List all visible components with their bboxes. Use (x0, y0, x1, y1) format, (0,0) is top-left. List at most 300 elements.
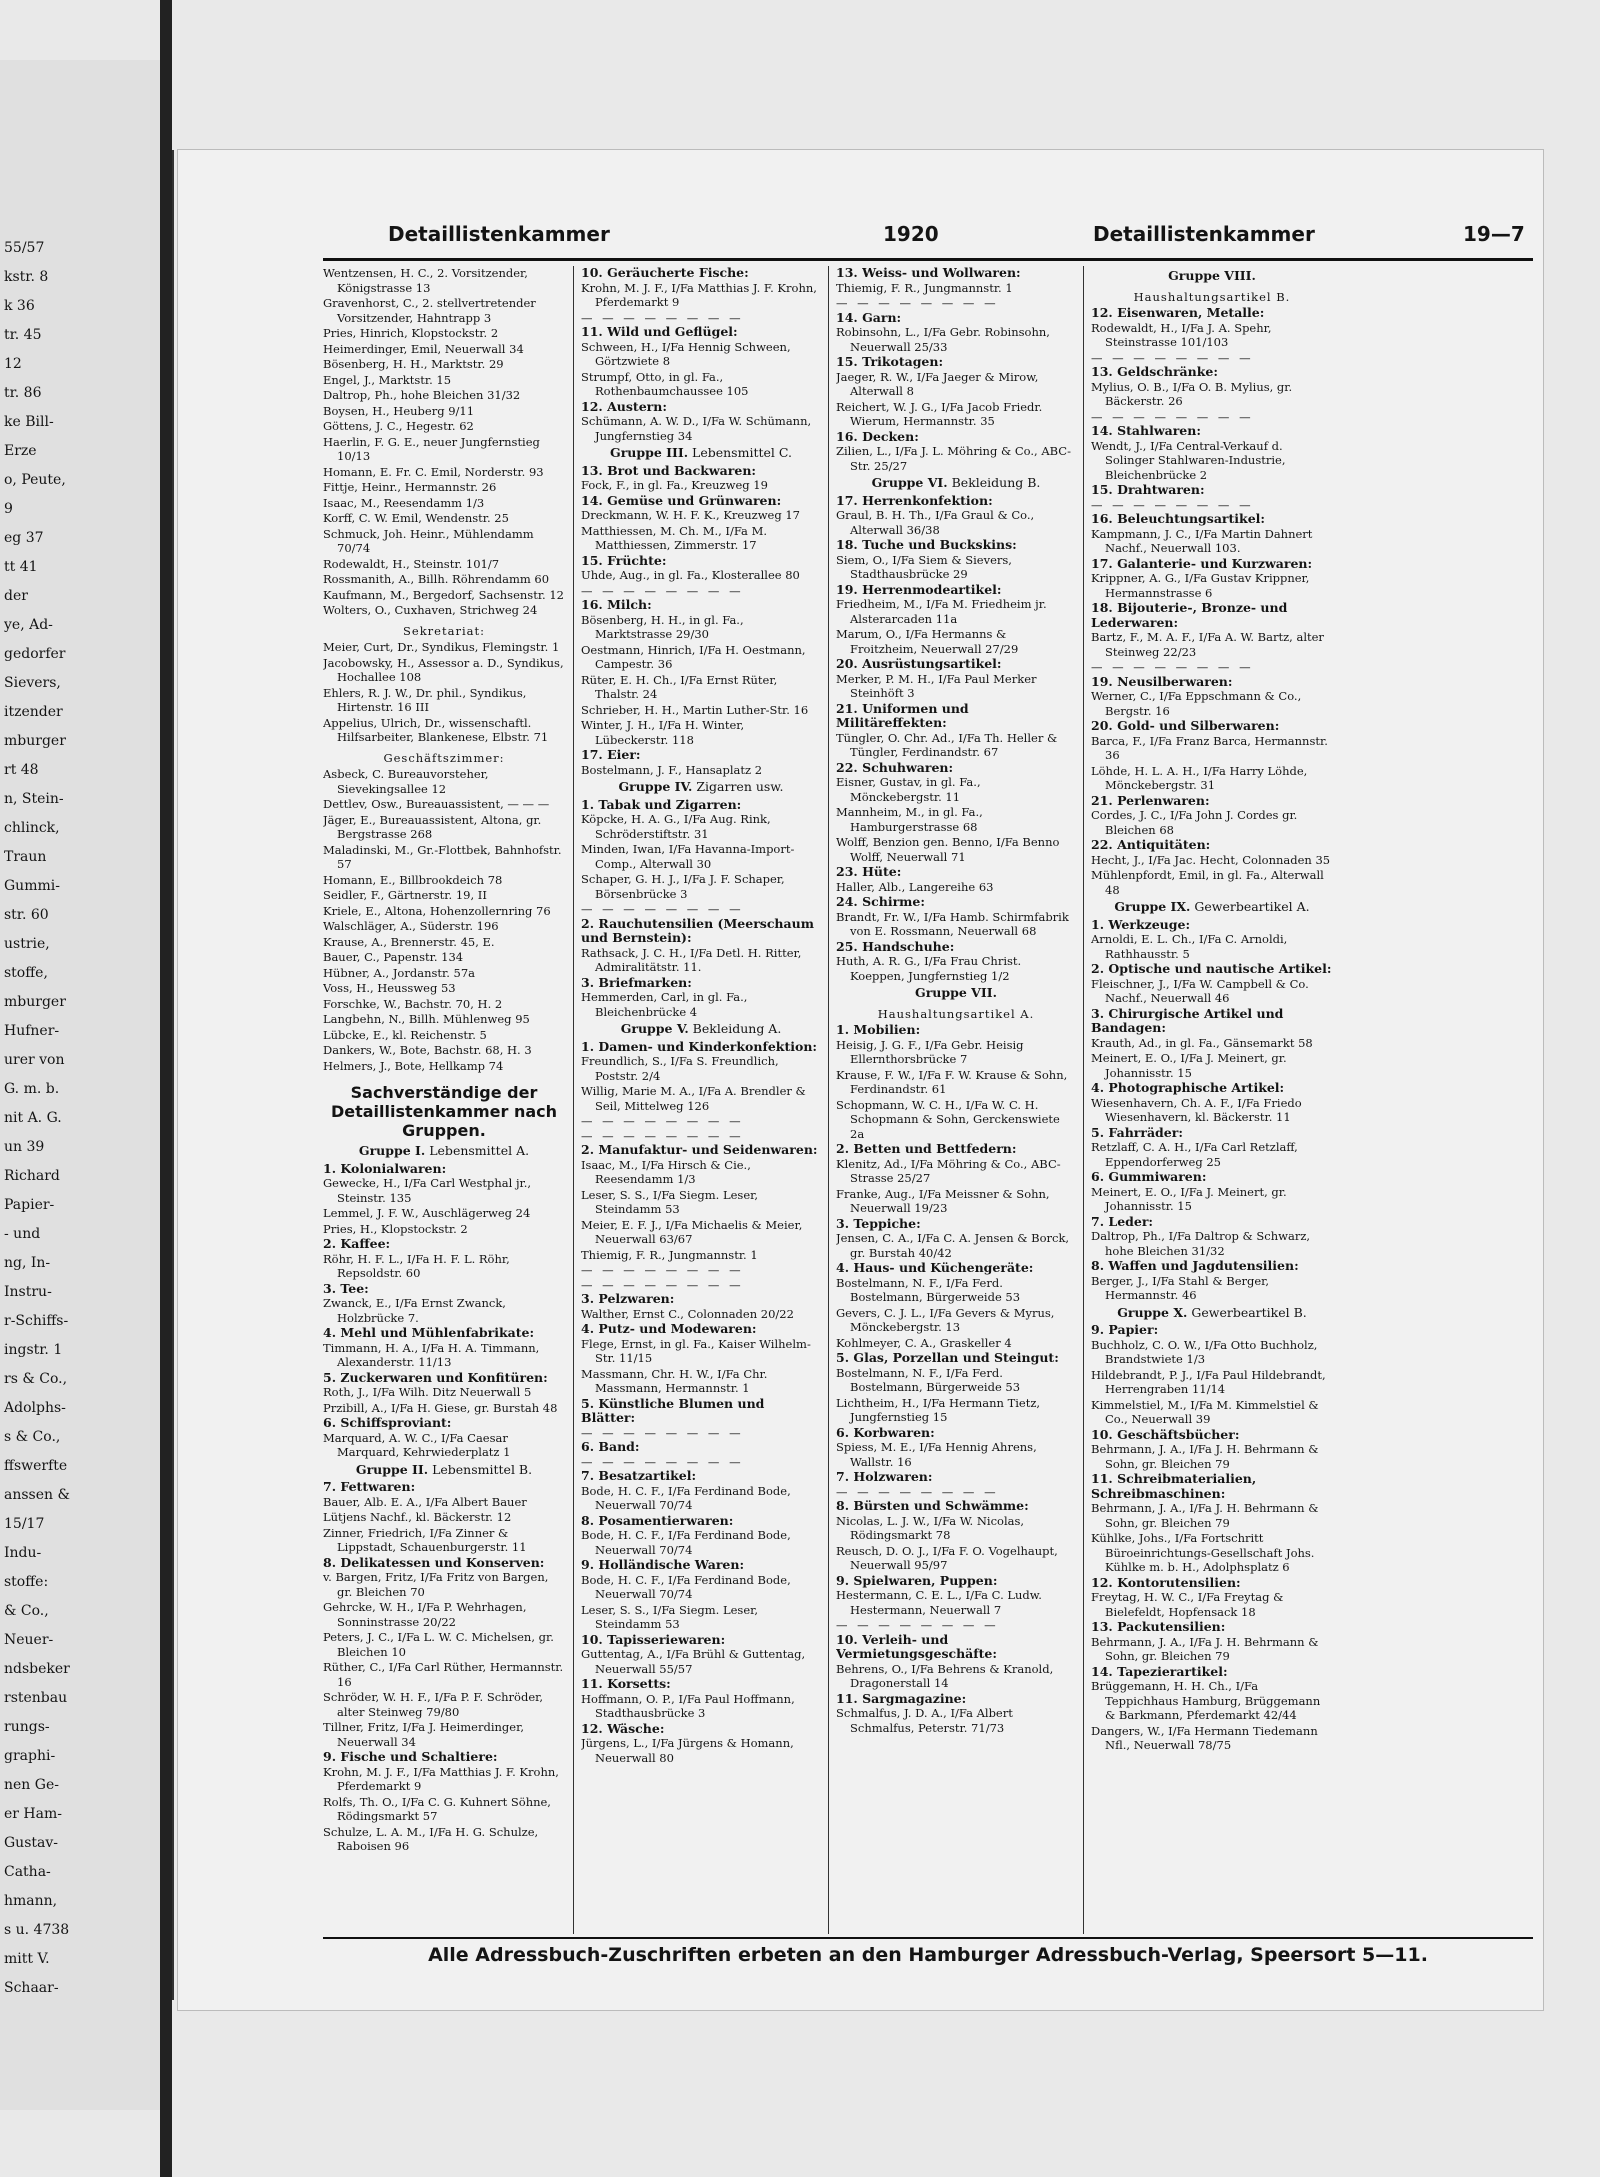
directory-entry: Oestmann, Hinrich, I/Fa H. Oestmann, Campestr. 36 (581, 642, 806, 671)
directory-entry: Heisig, J. G. F., I/Fa Gebr. Heisig Ellernthorsbrücke 7 (836, 1037, 1024, 1066)
category-heading: 10. Geräucherte Fische: (581, 266, 749, 280)
left-page-fragment: der (4, 588, 28, 604)
directory-entry: Jäger, E., Bureauassistent, Altona, gr. Bergstrasse 268 (323, 812, 542, 841)
directory-entry: Rodewaldt, H., Steinstr. 101/7 (323, 556, 500, 571)
placeholder-dash: — — — — — — — — (1091, 497, 1254, 512)
left-page-fragment: ffswerfte (4, 1458, 68, 1474)
directory-entry: Langbehn, N., Billh. Mühlenweg 95 (323, 1012, 530, 1026)
left-page-fragment: itzender (4, 704, 63, 720)
directory-entry: Göttens, J. C., Hegestr. 62 (323, 419, 474, 433)
category-heading: 9. Spielwaren, Puppen: (836, 1572, 998, 1588)
directory-entry: Zinner, Friedrich, I/Fa Zinner & Lippstadt, Schauenburgerstr. 11 (323, 1525, 527, 1554)
directory-entry: Leser, S. S., I/Fa Siegm. Leser, Steindamm 53 (581, 1602, 759, 1631)
placeholder-dash: — — — — — — — — (581, 1454, 744, 1469)
directory-entry: Lütjens Nachf., kl. Bäckerstr. 12 (323, 1510, 512, 1524)
category-heading: 13. Packutensilien: (1091, 1619, 1226, 1634)
directory-entry: Engel, J., Marktstr. 15 (323, 372, 452, 387)
category-heading: 5. Fahrräder: (1091, 1124, 1183, 1140)
category-heading: 6. Schiffsproviant: (323, 1415, 452, 1430)
directory-entry: Boysen, H., Heuberg 9/11 (323, 403, 475, 418)
directory-entry: Klenitz, Ad., I/Fa Möhring & Co., ABC-Strasse 25/27 (836, 1156, 1061, 1185)
left-page-fragment: urer von (4, 1052, 65, 1068)
directory-entry: Hildebrandt, P. J., I/Fa Paul Hildebrandt, Herrengraben 11/14 (1091, 1367, 1326, 1396)
directory-entry: Schröder, W. H. F., I/Fa P. F. Schröder, alter Steinweg 79/80 (323, 1690, 544, 1719)
category-heading: 16. Beleuchtungsartikel: (1091, 511, 1266, 526)
category-heading: 8. Posamentierwaren: (581, 1512, 734, 1528)
placeholder-dash: — — — — — — — — (1091, 350, 1254, 365)
left-page-fragment: Erze (4, 443, 37, 459)
left-page-fragment: rt 48 (4, 762, 39, 778)
group-subtitle: Bekleidung A. (688, 1021, 782, 1036)
directory-entry: Friedheim, M., I/Fa M. Friedheim jr. Alsterarcaden 11a (836, 597, 1047, 626)
directory-entry: Krause, A., Brennerstr. 45, E. (323, 934, 495, 949)
left-page-fragment: graphi- (4, 1748, 56, 1764)
left-page-fragment: Instru- (4, 1284, 52, 1300)
directory-entry: Homann, E. Fr. C. Emil, Norderstr. 93 (323, 464, 544, 479)
directory-entry: Brandt, Fr. W., I/Fa Hamb. Schirmfabrik von E. Rossmann, Neuerwall 68 (836, 909, 1069, 938)
group-number: Gruppe III. (610, 445, 689, 460)
category-heading: 8. Bürsten und Schwämme: (836, 1498, 1029, 1513)
directory-entry: Zwanck, E., I/Fa Ernst Zwanck, Holzbrücke 7. (323, 1296, 506, 1325)
directory-entry: Winter, J. H., I/Fa H. Winter, Lübeckerstr. 118 (581, 718, 745, 747)
directory-entry: Bauer, Alb. E. A., I/Fa Albert Bauer (323, 1494, 527, 1509)
directory-entry: Thiemig, F. R., Jungmannstr. 1 (581, 1247, 758, 1262)
directory-entry: Minden, Iwan, I/Fa Havanna-Import-Comp., Alterwall 30 (581, 842, 795, 871)
directory-entry: Matthiessen, M. Ch. M., I/Fa M. Matthiessen, Zimmerstr. 17 (581, 523, 767, 552)
directory-entry: Franke, Aug., I/Fa Meissner & Sohn, Neuerwall 19/23 (836, 1186, 1050, 1215)
directory-entry: v. Bargen, Fritz, I/Fa Fritz von Bargen, gr. Bleichen 70 (323, 1570, 549, 1599)
running-header (323, 222, 1533, 252)
category-heading: 12. Eisenwaren, Metalle: (1091, 305, 1265, 320)
directory-entry: Berger, J., I/Fa Stahl & Berger, Hermannstr. 46 (1091, 1273, 1270, 1302)
placeholder-dash: — — — — — — — — (1091, 660, 1254, 674)
group-number: Gruppe VII. (915, 985, 997, 1000)
directory-entry: Bartz, F., M. A. F., I/Fa A. W. Bartz, alter Steinweg 22/23 (1091, 630, 1324, 659)
directory-entry: Meier, Curt, Dr., Syndikus, Flemingstr. 1 (323, 640, 560, 654)
category-heading: 3. Tee: (323, 1280, 369, 1296)
directory-entry: Kohlmeyer, C. A., Graskeller 4 (836, 1335, 1012, 1350)
header-title-right: Detaillistenkammer (1093, 222, 1315, 246)
directory-entry: Rodewaldt, H., I/Fa J. A. Spehr, Steinstrasse 101/103 (1091, 320, 1272, 349)
directory-entry: Jacobowsky, H., Assessor a. D., Syndikus, Hochallee 108 (323, 655, 564, 684)
directory-entry: Buchholz, C. O. W., I/Fa Otto Buchholz, Brandstwiete 1/3 (1091, 1337, 1318, 1366)
directory-entry: Uhde, Aug., in gl. Fa., Klosterallee 80 (581, 568, 800, 582)
left-page-fragment: Richard (4, 1168, 60, 1184)
left-page-fragment: rs & Co., (4, 1371, 68, 1387)
left-page-fragment: Papier- (4, 1197, 55, 1213)
category-heading: 1. Tabak und Zigarren: (581, 796, 742, 812)
page-gutter (160, 0, 172, 2177)
category-heading: 10. Verleih- und Vermietungsgeschäfte: (836, 1631, 997, 1661)
category-heading: 11. Korsetts: (581, 1676, 671, 1691)
directory-entry: Kaufmann, M., Bergedorf, Sachsenstr. 12 (323, 587, 564, 602)
directory-entry: Hecht, J., I/Fa Jac. Hecht, Colonnaden 35 (1091, 852, 1331, 867)
category-heading: 13. Geldschränke: (1091, 364, 1218, 379)
directory-entry: Bode, H. C. F., I/Fa Ferdinand Bode, Neuerwall 70/74 (581, 1483, 791, 1512)
directory-entry: Kampmann, J. C., I/Fa Martin Dahnert Nachf., Neuerwall 103. (1091, 526, 1313, 555)
directory-entry: Kühlke, Johs., I/Fa Fortschritt Büroeinrichtungs-Gesellschaft Johs. Kühlke m. b. H., Adolphsplatz 6 (1091, 1531, 1315, 1574)
category-heading: 11. Sargmagazine: (836, 1690, 967, 1706)
directory-entry: Rüther, C., I/Fa Carl Rüther, Hermannstr. 16 (323, 1660, 564, 1689)
category-heading: 3. Chirurgische Artikel und Bandagen: (1091, 1005, 1284, 1035)
group-number: Gruppe V. (620, 1021, 689, 1036)
left-page-fragment: gedorfer (4, 646, 66, 662)
category-heading: 3. Pelzwaren: (581, 1291, 675, 1306)
directory-entry: Freytag, H. W. C., I/Fa Freytag & Bielefeldt, Hopfensack 18 (1091, 1590, 1284, 1619)
category-heading: 14. Tapezierartikel: (1091, 1663, 1228, 1679)
column-1 (323, 266, 565, 1934)
left-page-fragment: ndsbeker (4, 1661, 70, 1677)
directory-entry: Meinert, E. O., I/Fa J. Meinert, gr. Johannisstr. 15 (1091, 1051, 1287, 1080)
category-heading: 7. Holzwaren: (836, 1469, 933, 1484)
directory-entry: Marum, O., I/Fa Hermanns & Froitzheim, Neuerwall 27/29 (836, 627, 1019, 656)
left-page-fragment: tr. 45 (4, 327, 42, 343)
left-page-fragment: str. 60 (4, 907, 49, 923)
left-page-fragment: 9 (4, 501, 13, 517)
placeholder-dash: — — — — — — — — (836, 1484, 999, 1499)
directory-entry: Daltrop, Ph., hohe Bleichen 31/32 (323, 388, 521, 402)
category-heading: 2. Betten und Bettfedern: (836, 1141, 1017, 1156)
left-page-fragment: r-Schiffs- (4, 1313, 69, 1329)
category-heading: 7. Fettwaren: (323, 1479, 416, 1494)
directory-entry: Daltrop, Ph., I/Fa Daltrop & Schwarz, hohe Bleichen 31/32 (1091, 1229, 1311, 1258)
directory-entry: Robinsohn, L., I/Fa Gebr. Robinsohn, Neuerwall 25/33 (836, 325, 1050, 354)
directory-entry: Arnoldi, E. L. Ch., I/Fa C. Arnoldi, Rathhausstr. 5 (1091, 932, 1288, 961)
directory-entry: Gewecke, H., I/Fa Carl Westphal jr., Steinstr. 135 (323, 1176, 532, 1205)
directory-entry: Wiesenhavern, Ch. A. F., I/Fa Friedo Wiesenhavern, kl. Bäckerstr. 11 (1091, 1095, 1302, 1124)
directory-entry: Dangers, W., I/Fa Hermann Tiedemann Nfl., Neuerwall 78/75 (1091, 1723, 1318, 1752)
left-page-fragment: Neuer- (4, 1632, 54, 1648)
directory-entry: Ehlers, R. J. W., Dr. phil., Syndikus, Hirtenstr. 16 III (323, 685, 527, 714)
directory-entry: Isaac, M., I/Fa Hirsch & Cie., Reesendamm 1/3 (581, 1157, 751, 1186)
directory-entry: Behrmann, J. A., I/Fa J. H. Behrmann & Sohn, gr. Bleichen 79 (1091, 1634, 1319, 1663)
directory-entry: Timmann, H. A., I/Fa H. A. Timmann, Alexanderstr. 11/13 (323, 1340, 540, 1369)
group-number: Gruppe IV. (618, 779, 693, 794)
directory-entry: Wolters, O., Cuxhaven, Strichweg 24 (323, 603, 538, 617)
left-page-fragment: anssen & (4, 1487, 70, 1503)
directory-entry: Tillner, Fritz, I/Fa J. Heimerdinger, Neuerwall 34 (323, 1720, 524, 1749)
group-heading (1091, 1306, 1333, 1321)
category-heading: 12. Wäsche: (581, 1720, 665, 1736)
section-title: Sachverständige der Detaillistenkammer nach Gruppen. (330, 1083, 558, 1140)
group-heading (1091, 269, 1333, 284)
header-rule (323, 258, 1533, 261)
category-heading: 25. Handschuhe: (836, 938, 955, 954)
category-heading: 9. Fische und Schaltiere: (323, 1749, 498, 1764)
category-heading: 1. Mobilien: (836, 1022, 921, 1037)
left-page-fragment: tt 41 (4, 559, 38, 575)
directory-entry: Lübcke, E., kl. Reichenstr. 5 (323, 1027, 487, 1042)
directory-entry: Löhde, H. L. A. H., I/Fa Harry Löhde, Mönckebergstr. 31 (1091, 763, 1308, 792)
directory-entry: Willig, Marie M. A., I/Fa A. Brendler & Seil, Mittelweg 126 (581, 1084, 806, 1113)
column-3 (836, 266, 1076, 1934)
directory-entry: Strumpf, Otto, in gl. Fa., Rothenbaumchaussee 105 (581, 369, 749, 398)
left-page-fragment: Gummi- (4, 878, 60, 894)
left-page-fragment: 55/57 (4, 240, 45, 256)
directory-entry: Appelius, Ulrich, Dr., wissenschaftl. Hilfsarbeiter, Blankenese, Elbstr. 71 (323, 715, 549, 744)
directory-entry: Flege, Ernst, in gl. Fa., Kaiser Wilhelm-Str. 11/15 (581, 1336, 811, 1365)
directory-entry: Freundlich, S., I/Fa S. Freundlich, Poststr. 2/4 (581, 1054, 779, 1083)
category-heading: 13. Brot und Backwaren: (581, 462, 757, 478)
left-page-fragment: s & Co., (4, 1429, 61, 1445)
category-heading: 14. Gemüse und Grünwaren: (581, 492, 782, 508)
subsection-heading: Geschäftszimmer: (383, 750, 505, 765)
directory-entry: Heimerdinger, Emil, Neuerwall 34 (323, 341, 524, 356)
placeholder-dash: — — — — — — — — (581, 902, 744, 916)
category-heading: 9. Papier: (1091, 1322, 1159, 1337)
directory-entry: Walther, Ernst C., Colonnaden 20/22 (581, 1306, 794, 1321)
directory-entry: Seidler, F., Gärtnerstr. 19, II (323, 888, 487, 902)
directory-entry: Bode, H. C. F., I/Fa Ferdinand Bode, Neuerwall 70/74 (581, 1528, 791, 1557)
placeholder-dash: — — — — — — — — (836, 296, 999, 310)
directory-entry: Reusch, D. O. J., I/Fa F. O. Vogelhaupt, Neuerwall 95/97 (836, 1543, 1058, 1572)
directory-entry: Helmers, J., Bote, Hellkamp 74 (323, 1058, 504, 1073)
left-page-fragment: Hufner- (4, 1023, 60, 1039)
directory-entry: Krause, F. W., I/Fa F. W. Krause & Sohn, Ferdinandstr. 61 (836, 1067, 1068, 1096)
group-subtitle: Zigarren usw. (692, 779, 784, 794)
column-divider (828, 266, 829, 1934)
directory-entry: Walschläger, A., Süderstr. 196 (323, 919, 499, 933)
directory-entry: Merker, P. M. H., I/Fa Paul Merker Steinhöft 3 (836, 671, 1037, 700)
directory-entry: Massmann, Chr. H. W., I/Fa Chr. Massmann, Hermannstr. 1 (581, 1366, 768, 1395)
category-heading: 2. Optische und nautische Artikel: (1091, 961, 1332, 976)
category-heading: 22. Antiquitäten: (1091, 837, 1211, 852)
directory-entry: Krippner, A. G., I/Fa Gustav Krippner, Hermannstrasse 6 (1091, 571, 1310, 600)
placeholder-dash: — — — — — — — — (581, 583, 744, 598)
category-heading: 2. Kaffee: (323, 1236, 391, 1251)
directory-entry: Pries, Hinrich, Klopstockstr. 2 (323, 326, 499, 340)
left-page-fragment: Schaar- (4, 1980, 59, 1996)
directory-entry: Fleischner, J., I/Fa W. Campbell & Co. Nachf., Neuerwall 46 (1091, 976, 1309, 1005)
group-subtitle: Lebensmittel A. (425, 1143, 530, 1158)
category-heading: 14. Stahlwaren: (1091, 423, 1201, 438)
directory-entry: Behrens, O., I/Fa Behrens & Kranold, Dragonerstall 14 (836, 1661, 1054, 1690)
directory-entry: Forschke, W., Bachstr. 70, H. 2 (323, 996, 503, 1011)
left-page-fragment: stoffe: (4, 1574, 49, 1590)
directory-entry: Gravenhorst, C., 2. stellvertretender Vorsitzender, Hahntrapp 3 (323, 296, 536, 325)
category-heading: 15. Drahtwaren: (1091, 482, 1205, 497)
group-heading (836, 476, 1076, 491)
directory-entry: Nicolas, L. J. W., I/Fa W. Nicolas, Rödingsmarkt 78 (836, 1513, 1025, 1542)
category-heading: 21. Uniformen und Militäreffekten: (836, 700, 969, 730)
category-heading: 7. Besatzartikel: (581, 1468, 697, 1483)
left-page-fragment: 12 (4, 356, 22, 372)
left-page-fragment: ng, In- (4, 1255, 51, 1271)
directory-entry: Dettlev, Osw., Bureauassistent, — — — (323, 797, 550, 811)
directory-entry: Behrmann, J. A., I/Fa J. H. Behrmann & Sohn, gr. Bleichen 79 (1091, 1501, 1319, 1530)
subsection-heading: Haushaltungsartikel B. (1133, 289, 1291, 304)
left-page-fragment: Indu- (4, 1545, 42, 1561)
directory-entry: Dreckmann, W. H. F. K., Kreuzweg 17 (581, 508, 800, 522)
directory-entry: Schmalfus, J. D. A., I/Fa Albert Schmalfus, Peterstr. 71/73 (836, 1706, 1013, 1735)
group-subtitle: Bekleidung B. (947, 475, 1041, 490)
category-heading: 17. Galanterie- und Kurzwaren: (1091, 555, 1313, 571)
category-heading: 1. Kolonialwaren: (323, 1160, 447, 1176)
directory-entry: Hübner, A., Jordanstr. 57a (323, 965, 476, 980)
category-heading: 11. Schreibmaterialien, Schreibmaschinen: (1091, 1471, 1257, 1501)
placeholder-dash: — — — — — — — — (581, 1128, 744, 1143)
category-heading: 19. Neusilberwaren: (1091, 673, 1233, 689)
left-page-fragment: mitt V. (4, 1951, 50, 1967)
category-heading: 2. Manufaktur- und Seidenwaren: (581, 1142, 818, 1157)
directory-entry: Schmuck, Joh. Heinr., Mühlendamm 70/74 (323, 526, 534, 555)
category-heading: 6. Band: (581, 1439, 640, 1454)
directory-entry: Röhr, H. F. L., I/Fa H. F. L. Röhr, Repsoldstr. 60 (323, 1251, 510, 1280)
placeholder-dash: — — — — — — — — (581, 1114, 744, 1128)
left-page-fragment: Sievers, (4, 675, 61, 691)
category-heading: 4. Putz- und Modewaren: (581, 1321, 757, 1336)
column-2 (581, 266, 821, 1934)
directory-entry: Pries, H., Klopstockstr. 2 (323, 1221, 468, 1236)
category-heading: 18. Bijouterie-, Bronze- und Lederwaren: (1091, 600, 1288, 630)
directory-entry: Kriele, E., Altona, Hohenzollernring 76 (323, 903, 551, 918)
directory-entry: Wolff, Benzion gen. Benno, I/Fa Benno Wolff, Neuerwall 71 (836, 835, 1060, 864)
group-subtitle: Gewerbeartikel B. (1187, 1304, 1307, 1320)
directory-entry: Retzlaff, C. A. H., I/Fa Carl Retzlaff, Eppendorferweg 25 (1091, 1140, 1298, 1169)
directory-entry: Bostelmann, J. F., Hansaplatz 2 (581, 762, 763, 777)
category-heading: 20. Gold- und Silberwaren: (1091, 718, 1280, 733)
directory-entry: Przibill, A., I/Fa H. Giese, gr. Burstah 48 (323, 1400, 558, 1415)
column-4 (1091, 266, 1333, 1934)
category-heading: 22. Schuhwaren: (836, 759, 954, 775)
placeholder-dash: — — — — — — — — (581, 310, 744, 325)
directory-entry: Bostelmann, N. F., I/Fa Ferd. Bostelmann, Bürgerweide 53 (836, 1365, 1021, 1394)
group-subtitle: Gewerbeartikel A. (1190, 899, 1310, 914)
group-heading (581, 780, 821, 795)
column-divider (1083, 266, 1084, 1934)
placeholder-dash: — — — — — — — — (581, 1277, 744, 1292)
directory-entry: Isaac, M., Reesendamm 1/3 (323, 495, 485, 510)
directory-entry: Haerlin, F. G. E., neuer Jungfernstieg 10/13 (323, 434, 540, 463)
placeholder-dash: — — — — — — — — (836, 1618, 999, 1632)
directory-entry: Bösenberg, H. H., in gl. Fa., Marktstrasse 29/30 (581, 612, 744, 641)
directory-entry: Fock, F., in gl. Fa., Kreuzweg 19 (581, 478, 768, 492)
directory-entry: Mylius, O. B., I/Fa O. B. Mylius, gr. Bäckerstr. 26 (1091, 379, 1293, 408)
left-page-fragment: k 36 (4, 298, 35, 314)
left-page-fragment: & Co., (4, 1603, 49, 1619)
directory-entry: Leser, S. S., I/Fa Siegm. Leser, Steindamm 53 (581, 1187, 759, 1216)
directory-entry: Homann, E., Billbrookdeich 78 (323, 872, 503, 887)
directory-entry: Kimmelstiel, M., I/Fa M. Kimmelstiel & Co., Neuerwall 39 (1091, 1397, 1319, 1426)
left-page-fragment: rstenbau (4, 1690, 68, 1706)
subsection-heading: Sekretariat: (403, 623, 485, 638)
category-heading: 21. Perlenwaren: (1091, 792, 1210, 808)
category-heading: 6. Gummiwaren: (1091, 1169, 1207, 1184)
left-page-fragment: Catha- (4, 1864, 51, 1880)
directory-entry: Schümann, A. W. D., I/Fa W. Schümann, Jungfernstieg 34 (581, 414, 812, 443)
directory-entry: Barca, F., I/Fa Franz Barca, Hermannstr. 36 (1091, 733, 1328, 762)
directory-entry: Maladinski, M., Gr.-Flottbek, Bahnhofstr. 57 (323, 842, 562, 871)
group-heading (836, 986, 1076, 1001)
category-heading: 14. Garn: (836, 309, 902, 325)
page-spine (172, 150, 174, 2000)
category-heading: 24. Schirme: (836, 894, 925, 909)
directory-entry: Wentzensen, H. C., 2. Vorsitzender, Königstrasse 13 (323, 266, 528, 295)
left-page-fragment: ye, Ad- (4, 617, 53, 633)
directory-entry: Gehrcke, W. H., I/Fa P. Wehrhagen, Sonninstrasse 20/22 (323, 1600, 527, 1629)
directory-entry: Jaeger, R. W., I/Fa Jaeger & Mirow, Alterwall 8 (836, 369, 1039, 398)
directory-entry: Guttentag, A., I/Fa Brühl & Guttentag, Neuerwall 55/57 (581, 1647, 806, 1676)
directory-entry: Marquard, A. W. C., I/Fa Caesar Marquard, Kehrwiederplatz 1 (323, 1430, 511, 1459)
directory-entry: Schopmann, W. C. H., I/Fa W. C. H. Schopmann & Sohn, Gerckenswiete 2a (836, 1097, 1060, 1141)
left-page-fragment: 15/17 (4, 1516, 45, 1532)
directory-entry: Graul, B. H. Th., I/Fa Graul & Co., Alterwall 36/38 (836, 508, 1035, 537)
left-page-fragment: er Ham- (4, 1806, 62, 1822)
directory-entry: Thiemig, F. R., Jungmannstr. 1 (836, 280, 1013, 295)
directory-entry: Lemmel, J. F. W., Auschlägerweg 24 (323, 1206, 531, 1220)
directory-entry: Jensen, C. A., I/Fa C. A. Jensen & Borck, gr. Burstah 40/42 (836, 1231, 1070, 1260)
category-heading: 3. Teppiche: (836, 1215, 921, 1231)
directory-entry: Bostelmann, N. F., I/Fa Ferd. Bostelmann, Bürgerweide 53 (836, 1275, 1021, 1304)
directory-entry: Tüngler, O. Chr. Ad., I/Fa Th. Heller & Tüngler, Ferdinandstr. 67 (836, 730, 1058, 759)
left-page-fragment: mburger (4, 994, 66, 1010)
placeholder-dash: — — — — — — — — (581, 1263, 744, 1277)
directory-entry: Cordes, J. C., I/Fa John J. Cordes gr. Bleichen 68 (1091, 808, 1298, 837)
left-page-fragment: - und (4, 1226, 41, 1242)
group-heading (581, 446, 821, 461)
directory-entry: Krohn, M. J. F., I/Fa Matthias J. F. Krohn, Pferdemarkt 9 (581, 280, 817, 309)
group-number: Gruppe II. (355, 1461, 429, 1477)
directory-entry: Köpcke, H. A. G., I/Fa Aug. Rink, Schröderstiftstr. 31 (581, 812, 771, 841)
category-heading: 5. Zuckerwaren und Konfitüren: (323, 1369, 548, 1385)
directory-entry: Brüggemann, H. H. Ch., I/Fa Teppichhaus Hamburg, Brüggemann & Barkmann, Pferdemarkt 42/44 (1091, 1679, 1321, 1722)
directory-entry: Krauth, Ad., in gl. Fa., Gänsemarkt 58 (1091, 1035, 1313, 1050)
category-heading: 19. Herrenmodeartikel: (836, 581, 1002, 597)
group-number: Gruppe VIII. (1168, 268, 1256, 283)
directory-entry: Gevers, C. J. L., I/Fa Gevers & Myrus, Mönckebergstr. 13 (836, 1305, 1055, 1334)
directory-entry: Rathsack, J. C. H., I/Fa Detl. H. Ritter, Admiralitätstr. 11. (581, 945, 802, 974)
left-page-fragment: mburger (4, 733, 66, 749)
directory-entry: Fittje, Heinr., Hermannstr. 26 (323, 480, 497, 494)
group-number: Gruppe I. (358, 1143, 426, 1158)
directory-page (178, 150, 1543, 2010)
placeholder-dash: — — — — — — — — (1091, 409, 1254, 424)
left-page-fragment: nit A. G. (4, 1110, 62, 1126)
category-heading: 10. Tapisseriewaren: (581, 1631, 726, 1647)
directory-entry: Zilien, L., I/Fa J. L. Möhring & Co., ABC-Str. 25/27 (836, 444, 1071, 473)
category-heading: 5. Künstliche Blumen und Blätter: (581, 1395, 765, 1425)
group-heading (323, 1463, 565, 1478)
directory-entry: Roth, J., I/Fa Wilh. Ditz Neuerwall 5 (323, 1385, 532, 1399)
directory-entry: Eisner, Gustav, in gl. Fa., Mönckebergstr. 11 (836, 775, 981, 804)
left-page-fragment: ke Bill- (4, 414, 54, 430)
left-page-fragment: ustrie, (4, 936, 50, 952)
left-page-fragment: eg 37 (4, 530, 44, 546)
left-page-fragment: hmann, (4, 1893, 58, 1909)
directory-entry: Hemmerden, Carl, in gl. Fa., Bleichenbrücke 4 (581, 990, 748, 1019)
directory-entry: Voss, H., Heussweg 53 (323, 981, 456, 995)
directory-entry: Dankers, W., Bote, Bachstr. 68, H. 3 (323, 1043, 532, 1057)
directory-entry: Asbeck, C. Bureauvorsteher, Sievekingsallee 12 (323, 767, 489, 796)
directory-entry: Behrmann, J. A., I/Fa J. H. Behrmann & Sohn, gr. Bleichen 79 (1091, 1442, 1319, 1471)
directory-entry: Bösenberg, H. H., Marktstr. 29 (323, 357, 504, 371)
category-heading: 4. Haus- und Küchengeräte: (836, 1260, 1034, 1275)
column-divider (573, 266, 574, 1934)
category-heading: 8. Delikatessen und Konserven: (323, 1554, 545, 1570)
group-number: Gruppe VI. (871, 475, 948, 490)
group-heading (323, 1144, 565, 1159)
group-heading (581, 1022, 821, 1037)
directory-entry: Huth, A. R. G., I/Fa Frau Christ. Koeppen, Jungfernstieg 1/2 (836, 954, 1022, 983)
left-page-fragment: Gustav- (4, 1835, 58, 1851)
left-page-fragment: s u. 4738 (4, 1922, 70, 1938)
directory-entry: Schulze, L. A. M., I/Fa H. G. Schulze, Raboisen 96 (323, 1824, 539, 1853)
left-page-fragment: un 39 (4, 1139, 45, 1155)
directory-entry: Krohn, M. J. F., I/Fa Matthias J. F. Krohn, Pferdemarkt 9 (323, 1764, 559, 1793)
group-subtitle: Lebensmittel C. (688, 445, 792, 460)
category-heading: 12. Austern: (581, 398, 667, 414)
category-heading: 7. Leder: (1091, 1213, 1154, 1229)
